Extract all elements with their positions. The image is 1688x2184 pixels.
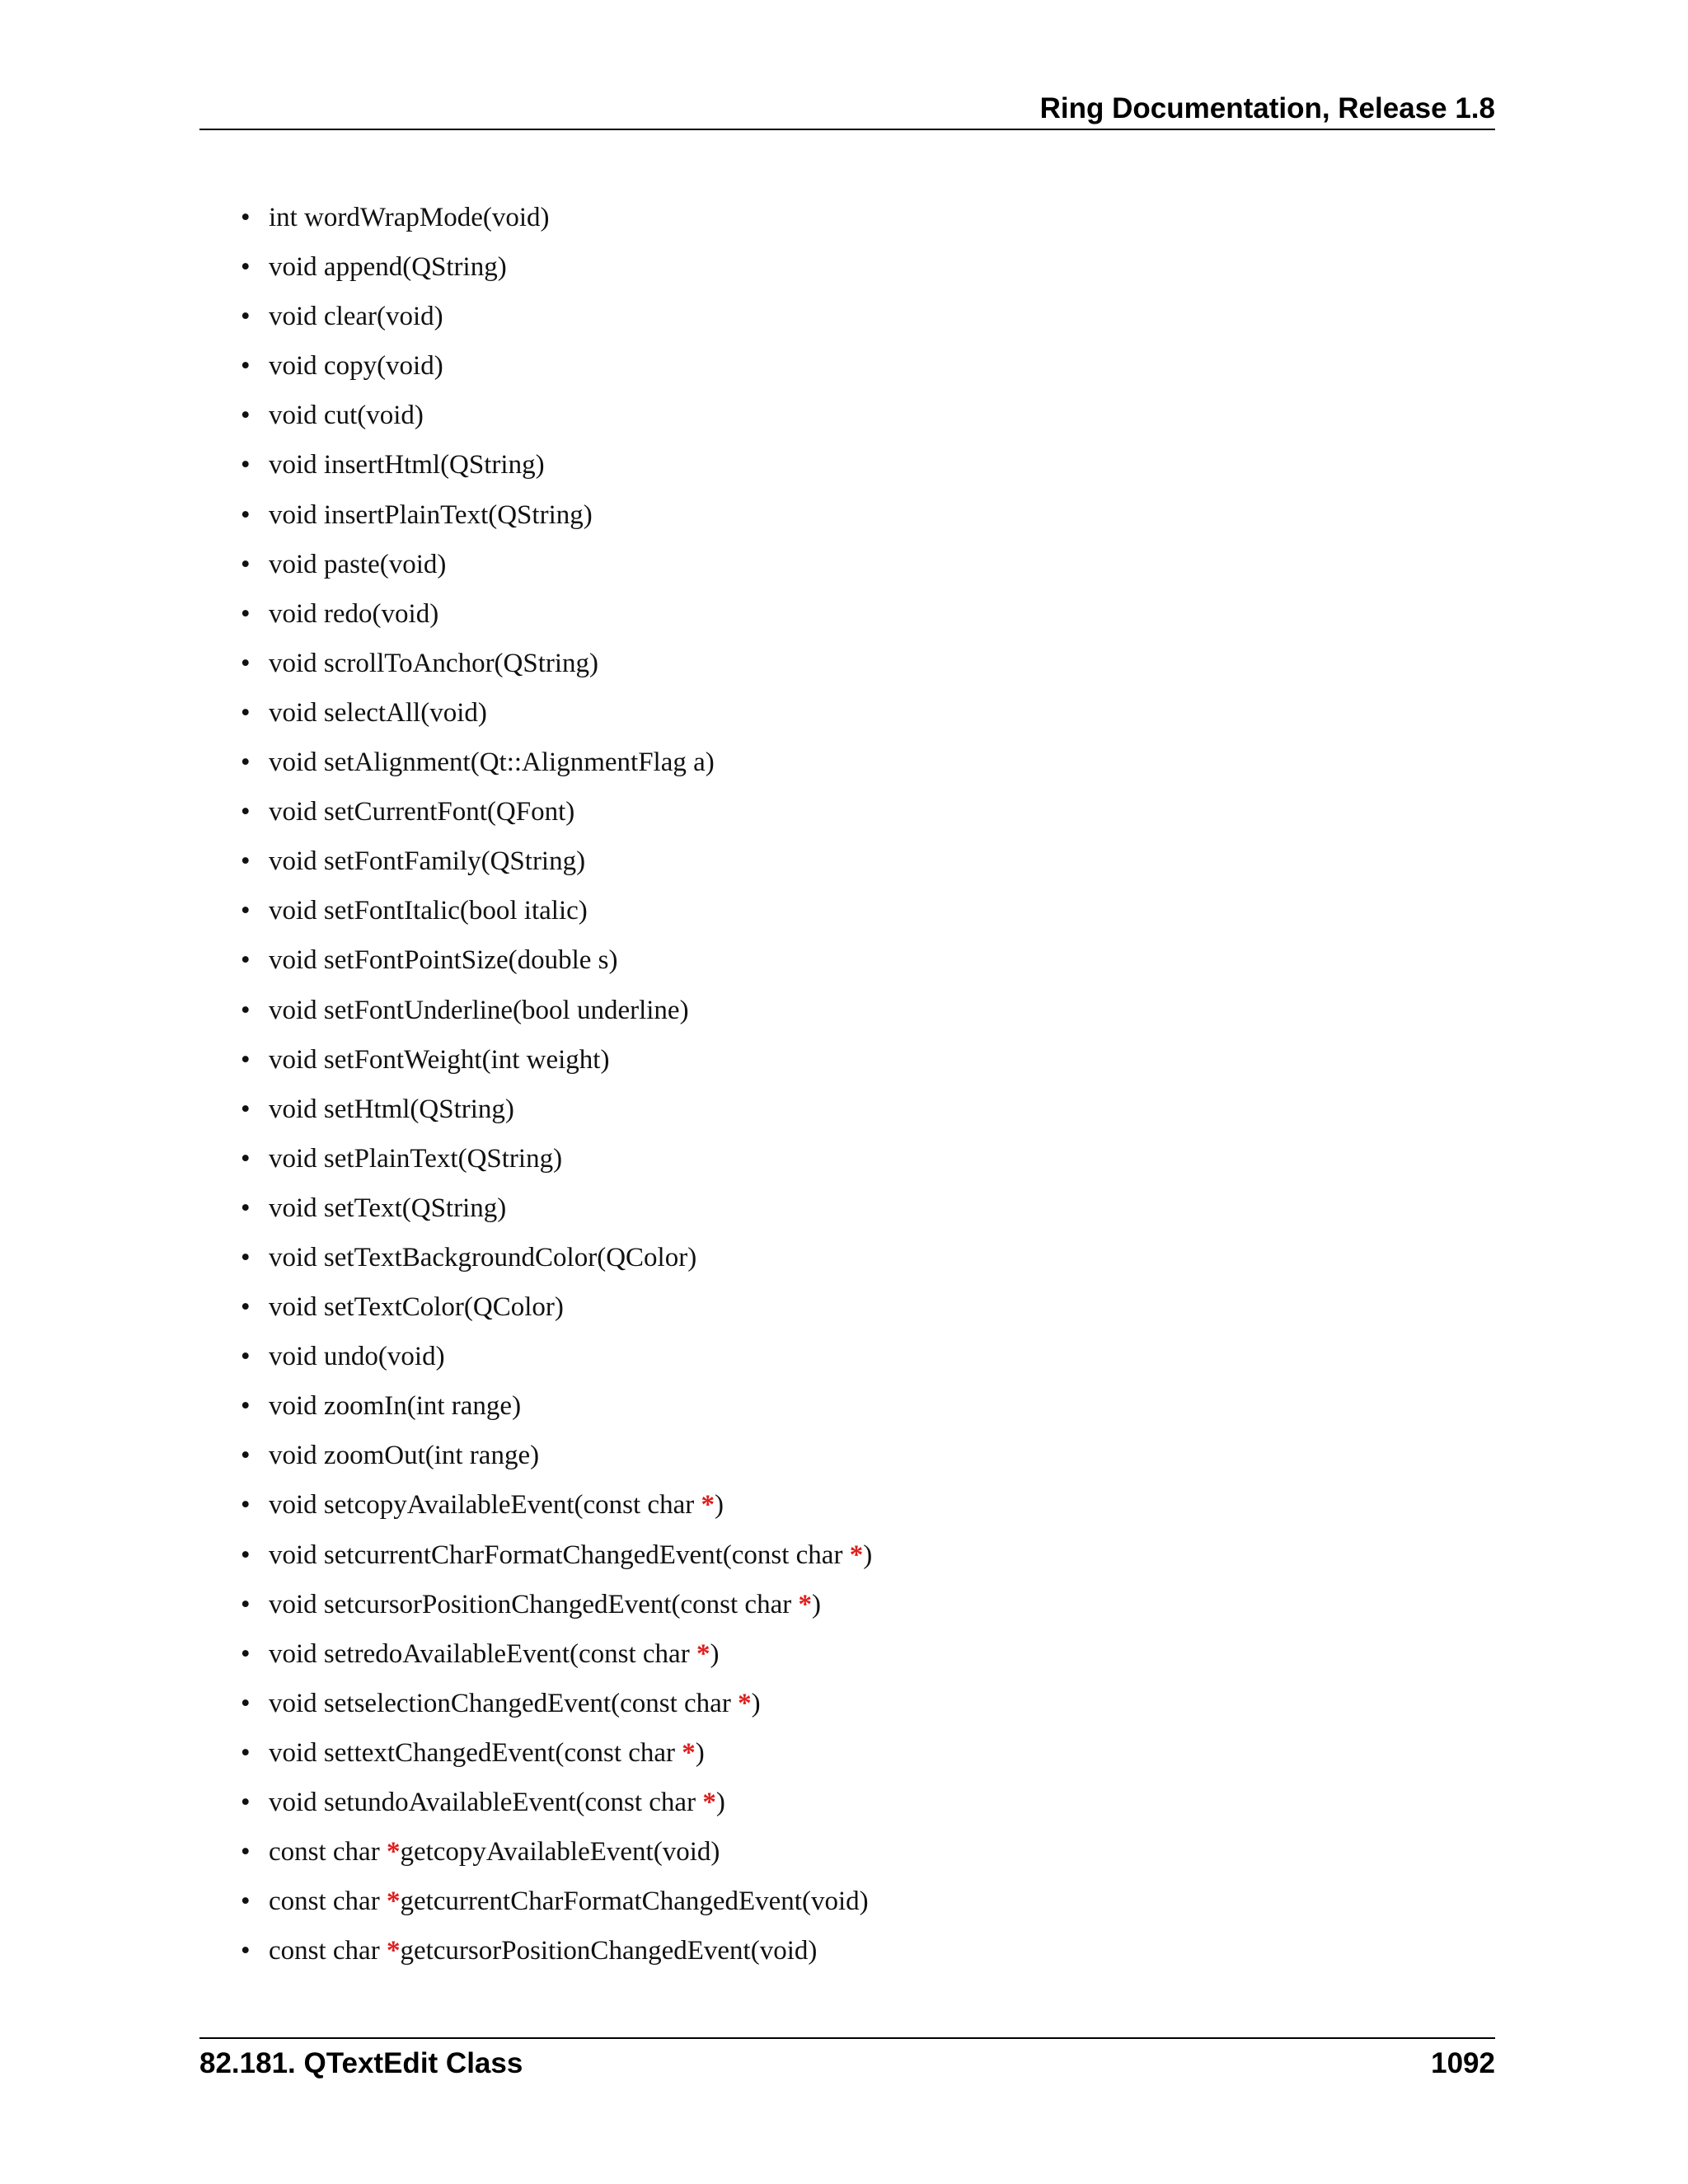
method-signature: void insertPlainText(QString) bbox=[269, 499, 593, 530]
bullet-icon: • bbox=[241, 995, 251, 1025]
list-item bbox=[241, 1634, 872, 1684]
method-signature-end: getcursorPositionChangedEvent(void) bbox=[400, 1936, 818, 1966]
page-number: 1092 bbox=[1431, 2047, 1495, 2079]
method-signature: void cut(void) bbox=[269, 401, 424, 431]
bullet-icon: • bbox=[241, 351, 251, 382]
bullet-icon: • bbox=[241, 499, 251, 530]
bullet-icon: • bbox=[241, 549, 251, 579]
bullet-icon: • bbox=[241, 1737, 251, 1768]
method-signature-end: ) bbox=[714, 1490, 724, 1521]
method-signature-start: void setcurrentCharFormatChangedEvent(const char bbox=[269, 1540, 850, 1570]
list-item bbox=[241, 841, 872, 891]
method-signature: void undo(void) bbox=[269, 1342, 445, 1372]
list-item bbox=[241, 247, 872, 297]
list-item bbox=[241, 1485, 872, 1535]
bullet-icon: • bbox=[241, 450, 251, 480]
pointer-asterisk: * bbox=[798, 1589, 812, 1619]
method-signature-end: ) bbox=[695, 1737, 705, 1768]
bullet-icon: • bbox=[241, 1688, 251, 1718]
method-signature: void setAlignment(Qt::AlignmentFlag a) bbox=[269, 748, 715, 778]
method-signature-start: void setselectionChangedEvent(const char bbox=[269, 1688, 738, 1718]
list-item bbox=[241, 1832, 872, 1882]
bullet-icon: • bbox=[241, 1837, 251, 1868]
bullet-icon: • bbox=[241, 302, 251, 332]
method-signature: void setFontFamily(QString) bbox=[269, 846, 586, 877]
page-header bbox=[199, 89, 1495, 130]
list-item bbox=[241, 1386, 872, 1436]
bullet-icon: • bbox=[241, 697, 251, 728]
method-signature: void setFontUnderline(bool underline) bbox=[269, 995, 689, 1025]
pointer-asterisk: * bbox=[701, 1490, 715, 1521]
pointer-asterisk: * bbox=[386, 1936, 401, 1966]
method-signature-start: void setcopyAvailableEvent(const char bbox=[269, 1490, 701, 1521]
method-signature: void zoomOut(int range) bbox=[269, 1441, 540, 1471]
bullet-icon: • bbox=[241, 648, 251, 678]
bullet-icon: • bbox=[241, 945, 251, 976]
method-signature: void selectAll(void) bbox=[269, 697, 487, 728]
method-signature: void setTextBackgroundColor(QColor) bbox=[269, 1242, 697, 1272]
list-item bbox=[241, 644, 872, 693]
bullet-icon: • bbox=[241, 1788, 251, 1817]
method-signature: void setFontItalic(bool italic) bbox=[269, 896, 588, 926]
method-list bbox=[241, 198, 872, 1980]
method-signature-end: ) bbox=[715, 1788, 725, 1817]
page-footer bbox=[199, 2037, 1495, 2087]
bullet-icon: • bbox=[241, 203, 251, 232]
list-item bbox=[241, 1287, 872, 1337]
pointer-asterisk: * bbox=[386, 1837, 401, 1868]
list-item bbox=[241, 1931, 872, 1980]
list-item bbox=[241, 495, 872, 545]
method-signature-start: const char bbox=[269, 1837, 387, 1868]
method-signature-end: getcopyAvailableEvent(void) bbox=[400, 1837, 720, 1868]
pointer-asterisk: * bbox=[696, 1638, 710, 1669]
bullet-icon: • bbox=[241, 1342, 251, 1372]
bullet-icon: • bbox=[241, 252, 251, 283]
bullet-icon: • bbox=[241, 1638, 251, 1669]
method-signature: void clear(void) bbox=[269, 302, 443, 332]
pointer-asterisk: * bbox=[738, 1688, 752, 1718]
bullet-icon: • bbox=[241, 1094, 251, 1124]
list-item bbox=[241, 991, 872, 1040]
method-signature: void setCurrentFont(QFont) bbox=[269, 797, 575, 827]
bullet-icon: • bbox=[241, 401, 251, 431]
method-signature-start: void settextChangedEvent(const char bbox=[269, 1737, 682, 1768]
method-signature: void setTextColor(QColor) bbox=[269, 1292, 564, 1323]
list-item bbox=[241, 1040, 872, 1090]
method-signature: void copy(void) bbox=[269, 351, 443, 382]
bullet-icon: • bbox=[241, 1292, 251, 1323]
bullet-icon: • bbox=[241, 1242, 251, 1272]
method-signature: void paste(void) bbox=[269, 549, 447, 579]
bullet-icon: • bbox=[241, 896, 251, 926]
method-signature-start: void setundoAvailableEvent(const char bbox=[269, 1788, 703, 1817]
list-item bbox=[241, 545, 872, 594]
method-signature: void insertHtml(QString) bbox=[269, 450, 545, 480]
method-signature: void zoomIn(int range) bbox=[269, 1391, 522, 1422]
list-item bbox=[241, 346, 872, 396]
bullet-icon: • bbox=[241, 748, 251, 778]
bullet-icon: • bbox=[241, 1490, 251, 1521]
list-item bbox=[241, 743, 872, 792]
list-item bbox=[241, 1238, 872, 1287]
method-signature-end: ) bbox=[710, 1638, 720, 1669]
method-signature: void setFontPointSize(double s) bbox=[269, 945, 618, 976]
method-signature: void setHtml(QString) bbox=[269, 1094, 514, 1124]
list-item bbox=[241, 297, 872, 346]
list-item bbox=[241, 792, 872, 841]
bullet-icon: • bbox=[241, 1143, 251, 1174]
bullet-icon: • bbox=[241, 598, 251, 629]
method-signature-end: getcurrentCharFormatChangedEvent(void) bbox=[400, 1886, 869, 1917]
method-signature-start: const char bbox=[269, 1936, 387, 1966]
list-item bbox=[241, 693, 872, 743]
bullet-icon: • bbox=[241, 1193, 251, 1223]
method-signature: void redo(void) bbox=[269, 598, 439, 629]
list-item bbox=[241, 1684, 872, 1733]
bullet-icon: • bbox=[241, 1044, 251, 1075]
list-item bbox=[241, 1139, 872, 1188]
section-title: 82.181. QTextEdit Class bbox=[199, 2047, 523, 2079]
method-signature: void append(QString) bbox=[269, 252, 507, 283]
method-signature: int wordWrapMode(void) bbox=[269, 203, 550, 232]
bullet-icon: • bbox=[241, 1886, 251, 1917]
bullet-icon: • bbox=[241, 846, 251, 877]
method-signature-start: void setcursorPositionChangedEvent(const char bbox=[269, 1589, 799, 1619]
method-signature-start: const char bbox=[269, 1886, 387, 1917]
list-item bbox=[241, 198, 872, 247]
pointer-asterisk: * bbox=[682, 1737, 696, 1768]
pointer-asterisk: * bbox=[702, 1788, 716, 1817]
method-signature-start: void setredoAvailableEvent(const char bbox=[269, 1638, 696, 1669]
list-item bbox=[241, 1188, 872, 1238]
list-item bbox=[241, 1535, 872, 1585]
method-signature-end: ) bbox=[751, 1688, 761, 1718]
method-signature-end: ) bbox=[863, 1540, 873, 1570]
list-item bbox=[241, 1090, 872, 1139]
list-item bbox=[241, 396, 872, 445]
list-item bbox=[241, 445, 872, 494]
pointer-asterisk: * bbox=[849, 1540, 864, 1570]
list-item bbox=[241, 1882, 872, 1931]
bullet-icon: • bbox=[241, 1589, 251, 1619]
pointer-asterisk: * bbox=[386, 1886, 401, 1917]
list-item bbox=[241, 1436, 872, 1485]
list-item bbox=[241, 1337, 872, 1386]
method-signature: void setPlainText(QString) bbox=[269, 1143, 563, 1174]
method-signature: void scrollToAnchor(QString) bbox=[269, 648, 599, 678]
list-item bbox=[241, 891, 872, 940]
bullet-icon: • bbox=[241, 1540, 251, 1570]
list-item bbox=[241, 594, 872, 644]
list-item bbox=[241, 1585, 872, 1634]
method-signature: void setText(QString) bbox=[269, 1193, 507, 1223]
method-signature-end: ) bbox=[811, 1589, 821, 1619]
list-item bbox=[241, 1783, 872, 1832]
method-signature: void setFontWeight(int weight) bbox=[269, 1044, 610, 1075]
bullet-icon: • bbox=[241, 797, 251, 827]
list-item bbox=[241, 1733, 872, 1783]
list-item bbox=[241, 940, 872, 990]
bullet-icon: • bbox=[241, 1391, 251, 1422]
bullet-icon: • bbox=[241, 1936, 251, 1966]
bullet-icon: • bbox=[241, 1441, 251, 1471]
document-title: Ring Documentation, Release 1.8 bbox=[1039, 92, 1495, 124]
